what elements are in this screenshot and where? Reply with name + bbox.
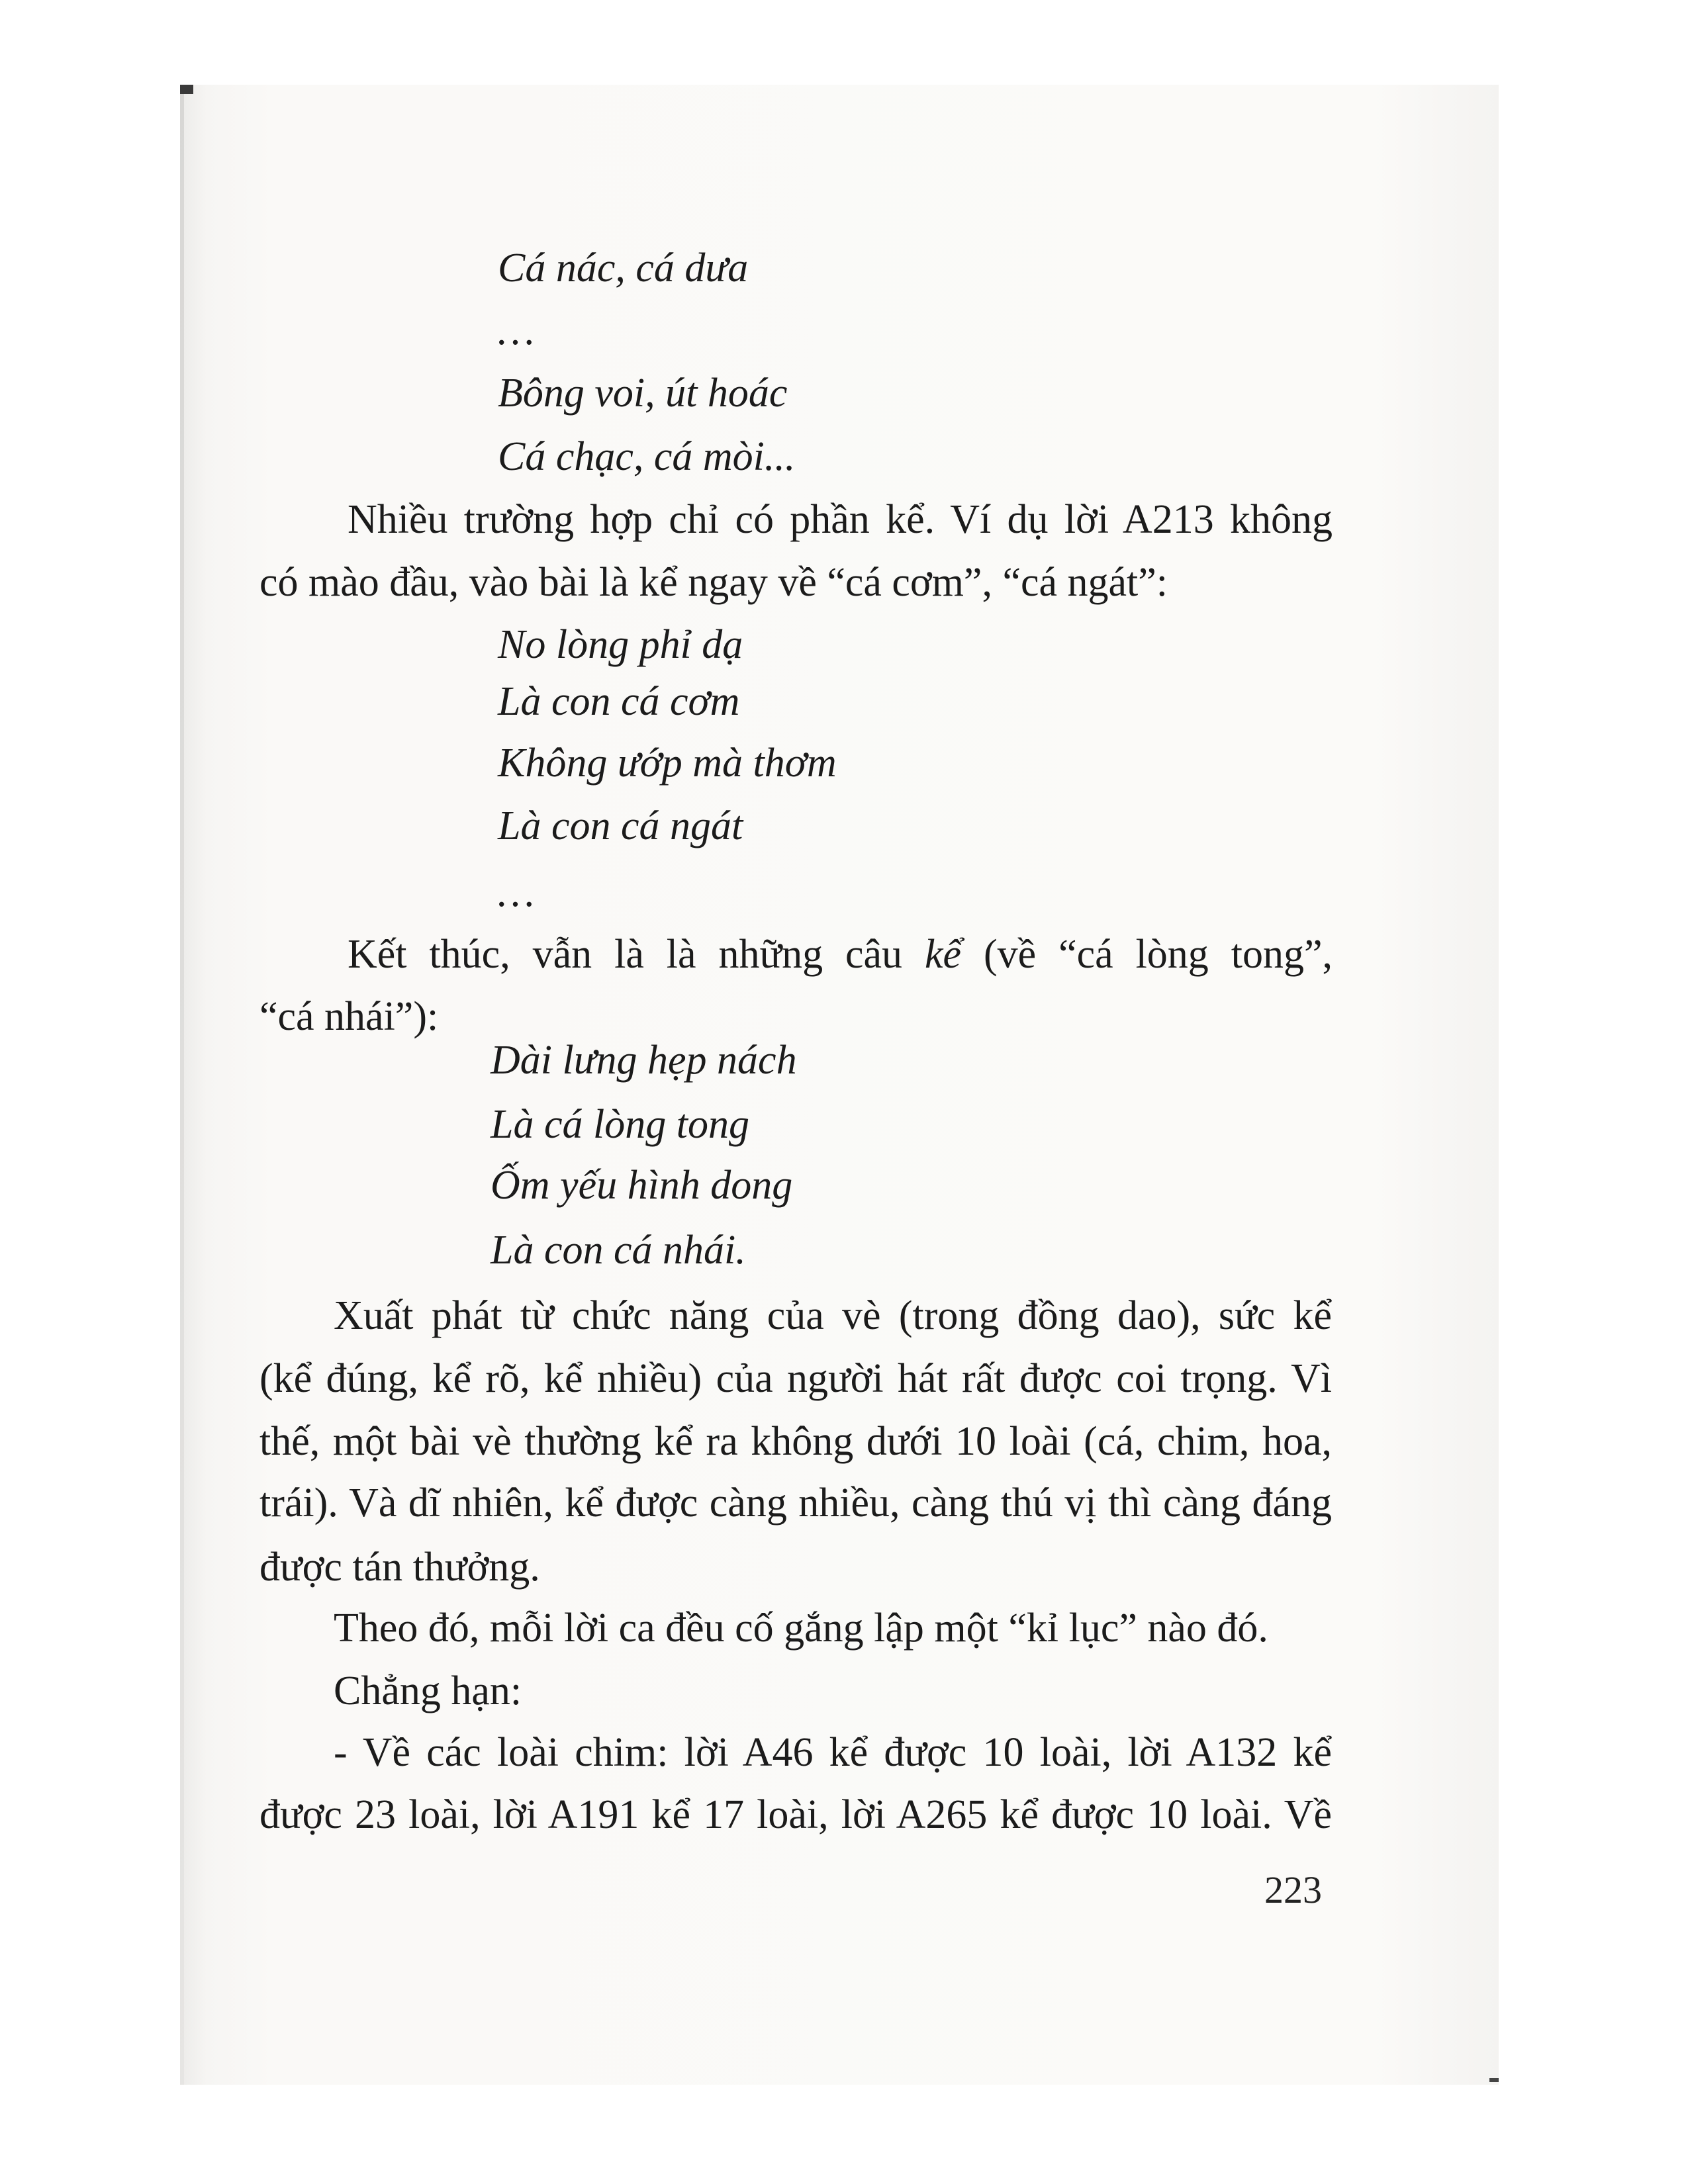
paragraph-line: được 23 loài, lời A191 kể 17 loài, lời A265 kể được 10 loài. Về bbox=[259, 1792, 1332, 1837]
verse-line: Không ướp mà thơm bbox=[498, 741, 837, 786]
paragraph-line: (kể đúng, kể rõ, kể nhiều) của người hát rất được coi trọng. Vì bbox=[259, 1356, 1332, 1401]
verse-line: Ốm yếu hình dong bbox=[491, 1163, 793, 1208]
paragraph-line: có mào đầu, vào bài là kể ngay về “cá cơm”, “cá ngát”: bbox=[259, 560, 1168, 605]
paragraph-line: - Về các loài chim: lời A46 kể được 10 loài, lời A132 kể bbox=[334, 1730, 1332, 1775]
verse-line: Là con cá nhái. bbox=[491, 1228, 746, 1273]
paragraph-line: Xuất phát từ chức năng của vè (trong đồng dao), sức kể bbox=[334, 1293, 1332, 1338]
paragraph-line: được tán thưởng. bbox=[259, 1545, 540, 1590]
verse-line: Là con cá ngát bbox=[498, 803, 743, 848]
verse-ellipsis: … bbox=[498, 870, 535, 915]
verse-line: Cá chạc, cá mòi... bbox=[498, 434, 796, 479]
paragraph-line: “cá nhái”): bbox=[259, 994, 439, 1039]
book-page bbox=[180, 85, 1499, 2085]
emphasis-ke: kể bbox=[924, 932, 962, 977]
paragraph-line: thế, một bài vè thường kể ra không dưới 10 loài (cá, chim, hoa, bbox=[259, 1419, 1332, 1464]
page-number: 223 bbox=[1264, 1868, 1322, 1911]
paragraph-line: Nhiều trường hợp chỉ có phần kể. Ví dụ lời A213 không bbox=[348, 497, 1333, 542]
paragraph-line: Kết thúc, vẫn là là những câu kể (về “cá lòng tong”, bbox=[348, 932, 1333, 977]
verse-line: Là cá lòng tong bbox=[491, 1102, 749, 1147]
page-edge bbox=[180, 85, 184, 2085]
verse-line: Bông voi, út hoác bbox=[498, 371, 788, 416]
verse-line: Là con cá cơm bbox=[498, 679, 740, 724]
verse-line: Cá nác, cá dưa bbox=[498, 246, 749, 291]
paragraph-line: Theo đó, mỗi lời ca đều cố gắng lập một “kỉ lục” nào đó. bbox=[334, 1606, 1268, 1651]
paragraph-line: trái). Và dĩ nhiên, kể được càng nhiều, càng thú vị thì càng đáng bbox=[259, 1480, 1332, 1525]
verse-line: No lòng phỉ dạ bbox=[498, 622, 743, 667]
page-corner-mark bbox=[180, 85, 193, 94]
page-corner-mark bbox=[1489, 2078, 1499, 2082]
verse-line: Dài lưng hẹp nách bbox=[491, 1038, 797, 1083]
verse-ellipsis: … bbox=[498, 308, 535, 353]
paragraph-line: Chẳng hạn: bbox=[334, 1668, 522, 1713]
